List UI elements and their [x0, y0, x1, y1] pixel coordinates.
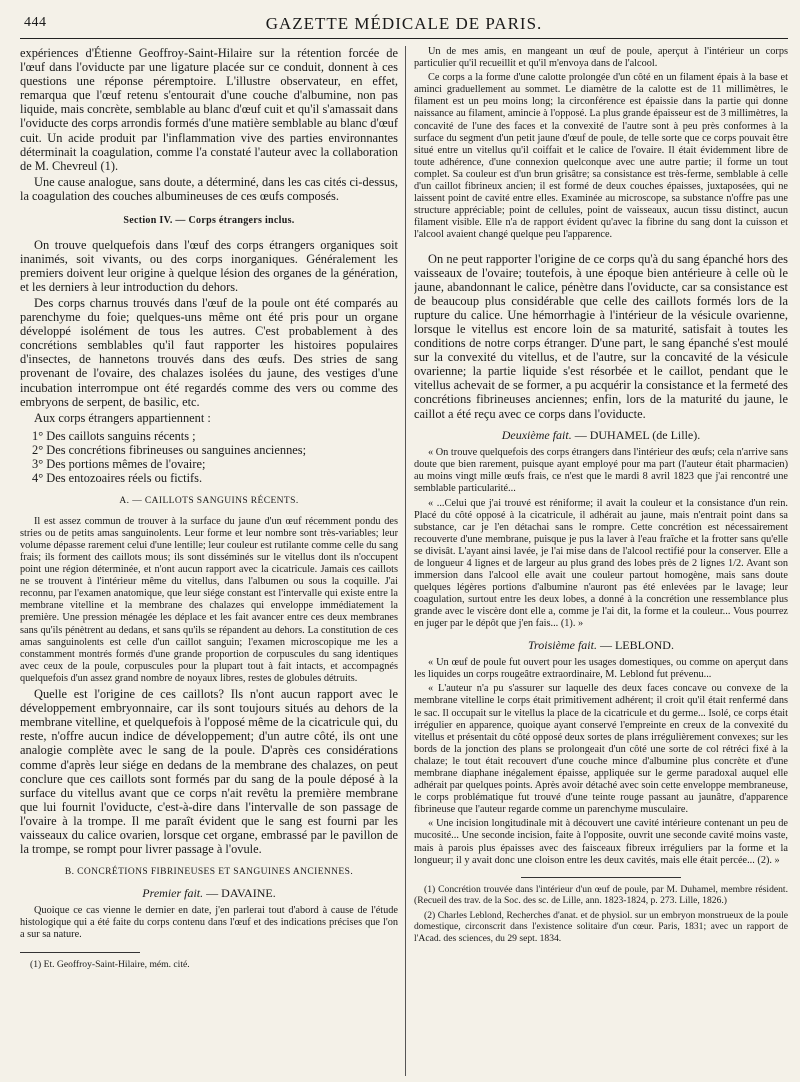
- page-header: [20, 8, 788, 39]
- paragraph: Un de mes amis, en mangeant un œuf de poule, aperçut à l'intérieur un corps particulier qu'il recueillit et qu'il m'envoya dans de l'alcool.: [414, 46, 788, 70]
- paragraph: « ...Celui que j'ai trouvé est réniforme; il avait la couleur et la consistance d'un rein. Placé du côté opposé à la cicatricule, il adhérait au jaune, mais n'entrait point dans sa substance, car je l'en détachai sans le rompre. Cette concrétion est nécessairement recouverte d'une membrane, puisque je pus la laver à l'eau fraîche et la frotter sans qu'elle se divisât. L'ayant ainsi lavée, je l'ai mise dans de l'alcool rectifié pour la conserver. Elle a de longueur 4 lignes et de largeur au plus grand des lobes près de 2 lignes 1/2. Avant son immersion dans l'alcool elle avait une couleur partout homogène, mais sans doute quelques légères portions d'albumine n'auront pas été enlevées par le lavage; leur coagulation, surtout entre les deux lobes, a donné à la concrétion une ressemblance plus grande avec le viscère dont elle a, comme je l'ai dit, la forme et la couleur... Vous pourrez en juger par le dépôt que j'en fais... (1). »: [414, 497, 788, 630]
- right-column: [414, 46, 788, 1076]
- footnote: (1) Et. Geoffroy-Saint-Hilaire, mém. cité.: [30, 958, 190, 970]
- paragraph: Une cause analogue, sans doute, a déterminé, dans les cas cités ci-dessus, la coagulation des couches albumineuses de ces œufs composés.: [20, 174, 398, 203]
- case-heading: [20, 887, 398, 900]
- section-heading: Section IV. — Corps étrangers inclus.: [123, 215, 295, 227]
- paragraph: Ce corps a la forme d'une calotte prolongée d'un côté en un filament épais à la base et aminci graduellement au sommet. Le diamètre de la calotte est de 11 millimètres, le filament est un peu moins long; la circonférence est épaissie dans la partie qui donne naissance au filament, amincie à l'opposé. La plus grande épaisseur est de 3 millimètres, la concavité de l'une des faces et la convexité de l'autre sont à peu près conformes à la surface du segment d'un petit jaune d'œuf de poule, de telle sorte que ce corps pouvait être situé entre un vitellus qu'il coiffait et le calice de l'ovaire. Il était évidemment libre de toute adhérence, d'une connexion quelconque avec une autre partie; il forme un tout complet. Sa couleur est d'un brun grisâtre; sa consistance est très-ferme, semblable à celle d'un caillot fibrineux ancien; il est formé de deux couches épaisses, juxtaposées, qui ne laissent point de cavité entre elles. Examinée au microscope, sa substance n'offre pas une structure appréciable; point de cellules, point de vaisseaux, aucun tissu distinct, aucun filament visible. Elle n'a de rapport évident qu'avec la fibrine du sang dont la cuisson et l'alcool avaient changé quelque peu l'apparence.: [414, 72, 788, 241]
- left-column: [20, 46, 398, 1076]
- journal-page: [20, 8, 788, 1076]
- enumeration-list: [20, 429, 398, 485]
- case-title: Premier fait.: [142, 885, 204, 900]
- subsection-heading: A. — CAILLOTS SANGUINS RÉCENTS.: [119, 496, 299, 507]
- subsection-heading: B. CONCRÉTIONS FIBRINEUSES ET SANGUINES ANCIENNES.: [64, 867, 354, 878]
- journal-title: GAZETTE MÉDICALE DE PARIS.: [265, 14, 543, 33]
- paragraph: « L'auteur n'a pu s'assurer sur laquelle des deux faces concave ou convexe de la membrane vitelline le corps était primitivement adhérent; il croit qu'il était renfermé dans le sac. Il occupait sur le vitellus la place de la cicatricule et du germe... Isolé, ce corps était irrégulier en apparence, quoique ayant conservé l'empreinte en creux de la convexité du vitellus et présentait du côté opposé deux sortes de plans irrégulièrement convexes; sur les bords de la jonction des plans se prolongeait d'un côté une sorte de col rétréci fixé à la chalaze; le tout était recouvert d'une couche mince d'albumine plus concrète et d'une membrane diaphane inégalement épaisse, appliquée sur le germe paradoxal auquel elle adhérait par quelques points. Après avoir détaché avec soin cette enveloppe membraneuse, le corps problématique fut trouvé d'une teinte rouge passant au jaunâtre, d'apparence fibrineuse que l'auteur regarde comme un parenchyme musculaire.: [414, 683, 788, 816]
- case-author: — DAVAINE.: [206, 885, 276, 900]
- paragraph: expériences d'Étienne Geoffroy-Saint-Hilaire sur la rétention forcée de l'œuf dans l'oviducte par une ligature placée sur ce conduit, donnent à ces questions une réponse péremptoire. L'illustre observateur, en effet, remarqua que l'œuf retenu s'entourait d'une couche d'albumine, non pas liquide, mais concrète, semblable au blanc d'œuf cuit et qu'il s'amassait dans l'oviducte des corps arrondis formés d'une matière semblable au blanc d'œuf cuit. Un acide produit par l'inflammation vive des parties environnantes déterminait la coagulation, comme l'a constaté l'auteur avec la collaboration de M. Chevreul (1).: [20, 46, 398, 173]
- list-item: 4° Des entozoaires réels ou fictifs.: [32, 471, 203, 486]
- paragraph: Aux corps étrangers appartiennent :: [34, 410, 211, 425]
- paragraph: Quoique ce cas vienne le dernier en date, j'en parlerai tout d'abord à cause de l'étude histologique qui a été faite du corps contenu dans l'œuf et des indications précises que l'on a sur sa nature.: [20, 905, 398, 941]
- paragraph: Quelle est l'origine de ces caillots? Ils n'ont aucun rapport avec le développement embryonnaire, car ils sont toujours situés au dehors de la membrane vitelline, et quelquefois à l'opposé même de la cicatricule qui, du reste, n'offre aucun indice de développement; d'un autre côté, ils ont une analogie complète avec le sang de la poule. D'après ces considérations comme d'après leur siége en dedans de la membrane des chalazes, on peut conclure que ces caillots sont formés par du sang de la poule déposé à la surface du vitellus avant que ce corps n'ait revêtu la première membrane que lui fournit l'oviducte, c'est-à-dire dans l'intervalle de son passage de l'ovaire à la trompe. Il me paraît évident que le sang est fourni par les vaisseaux du calice ovarien, lorsque cet organe, embrassé par le pavillon de la trompe, se rompt pour livrer passage à l'ovule.: [20, 687, 398, 857]
- paragraph: Des corps charnus trouvés dans l'œuf de la poule ont été comparés au parenchyme du foie; quelques-uns même ont été pris pour un organe développé isolément de tous les autres. C'est probablement à des concrétions semblables qu'il faut rapporter les histoires populaires d'insectes, de hannetons trouvés dans des œufs. Des stries de sang provenant de l'ovaire, des chalazes isolées du jaune, des vestiges d'une incubation interrompue ont été regardés comme des vers ou comme des embryons de serpent, de basilic, etc.: [20, 295, 398, 409]
- paragraph: « On trouve quelquefois des corps étrangers dans l'intérieur des œufs; cela n'arrive sans doute que bien rarement, puisque ayant employé pour ma part (l'auteur était pharmacien) au moins vingt mille œufs frais, ce n'est que le mardi 8 avril 1823 que j'ai rencontré une semblable particularité...: [414, 447, 788, 495]
- footnote: (2) Charles Leblond, Recherches d'anat. et de physiol. sur un embryon monstrueux de la poule domestique, circonscrit dans l'existence solitaire d'un cœur. Paris, 1831; avec un rapport de l'Acad. des sciences, du 29 sept. 1834.: [414, 909, 788, 944]
- list-item: 2° Des concrétions fibrineuses ou sanguines anciennes;: [32, 442, 307, 457]
- footnote-rule: [521, 877, 681, 878]
- page-number: 444: [24, 15, 47, 30]
- paragraph: Il est assez commun de trouver à la surface du jaune d'un œuf récemment pondu des stries ou de petits amas sanguinolents. Leur forme et leur nombre sont très-variables; leur volume dépasse rarement celui d'une lentille; leur couleur est rutilante comme celle du sang frais; ils forment des caillots mous; ils sont disséminés sur le vitellus dont ils n'occupent point une région déterminée, et n'ont aucun rapport avec la cicatricule. Jamais ces caillots ne se trouvent à l'intérieur même du vitellus, dans l'albumen ou sous la coquille. J'ai reconnu, par l'examen anatomique, que leur siége constant est l'intervalle qui existe entre la membrane vitelline et la membrane des chalazes qui enveloppe immédiatement la première. Une pression ménagée les déplace et les fait avancer entre ces deux membranes sans qu'ils pénètrent au dedans, et sans qu'ils se répandent au dehors. La constitution de ces amas sanguinolents est celle d'un caillot sanguin; l'examen microscopique me les a constamment montrés formés d'une grande proportion de corpuscules du sang identiques avec ceux de la poule, corpuscules pour la plupart tout à fait intacts, et accompagnés quelquefois d'un assez grand nombre de noyaux libres, restes de globules détruits.: [20, 515, 398, 684]
- case-title: Deuxième fait.: [501, 427, 572, 442]
- column-divider: [405, 46, 406, 1076]
- footnote-rule: [20, 952, 140, 953]
- case-title: Troisième fait.: [528, 637, 597, 652]
- case-author: — DUHAMEL (de Lille).: [574, 427, 701, 442]
- paragraph: On trouve quelquefois dans l'œuf des corps étrangers organiques soit inanimés, soit vivants, ou des corps inorganiques. Généralement les premiers doivent leur origine à quelque lésion des organes de la génération, et les derniers à leur introduction du dehors.: [20, 237, 398, 294]
- list-item: 1° Des caillots sanguins récents ;: [32, 428, 196, 443]
- paragraph: « Une incision longitudinale mit à découvert une cavité intérieure contenant un peu de mucosité... Une seconde incision, faite à l'opposite, ouvrit une seconde cavité moins vaste, mais à parois plus épaisses avec des faisceaux fibreux irréguliers par la forme et la longueur; il y avait donc une cloison entre les deux cavités, mais elle était percée... (2). »: [414, 818, 788, 866]
- case-author: — LEBLOND.: [599, 637, 674, 652]
- paragraph: On ne peut rapporter l'origine de ce corps qu'à du sang épanché hors des vaisseaux de l'ovaire; toutefois, à une époque bien antérieure à celle où le jaune, abandonnant le calice, pénètre dans l'oviducte, car sa consistance est de beaucoup plus considérable que celle des caillots formés lors de la rupture du calice. Une hémorrhagie à l'intérieur de la vésicule ovarienne, lorsque le vitellus est encore loin de sa maturité, satisfait à toutes les conditions de notre corps étranger. D'une part, le sang épanché s'est moulé sur la convexité du vitellus, et de l'autre, sur la concavité de la vésicule ovarienne; la partie liquide s'est résorbée et le caillot, pendant que le vitellus achevait de se former, a pu acquérir la consistance et la fermeté des concrétions fibrineuses anciennes; enfin, lors de la maturité du jaune, le caillot a été reçu avec ce corps dans l'oviducte.: [414, 251, 788, 421]
- case-heading: [414, 429, 788, 442]
- list-item: 3° Des portions mêmes de l'ovaire;: [32, 456, 206, 471]
- footnote: (1) Concrétion trouvée dans l'intérieur d'un œuf de poule, par M. Duhamel, membre résident. (Recueil des trav. de la Soc. des sc. de Lille, ann. 1823-1824, p. 273. Lille, 1826.): [414, 883, 788, 907]
- case-heading: [414, 639, 788, 652]
- paragraph: « Un œuf de poule fut ouvert pour les usages domestiques, ou comme on aperçut dans les liquides un corps rougeâtre extraordinaire, M. Leblond fut prévenu...: [414, 657, 788, 681]
